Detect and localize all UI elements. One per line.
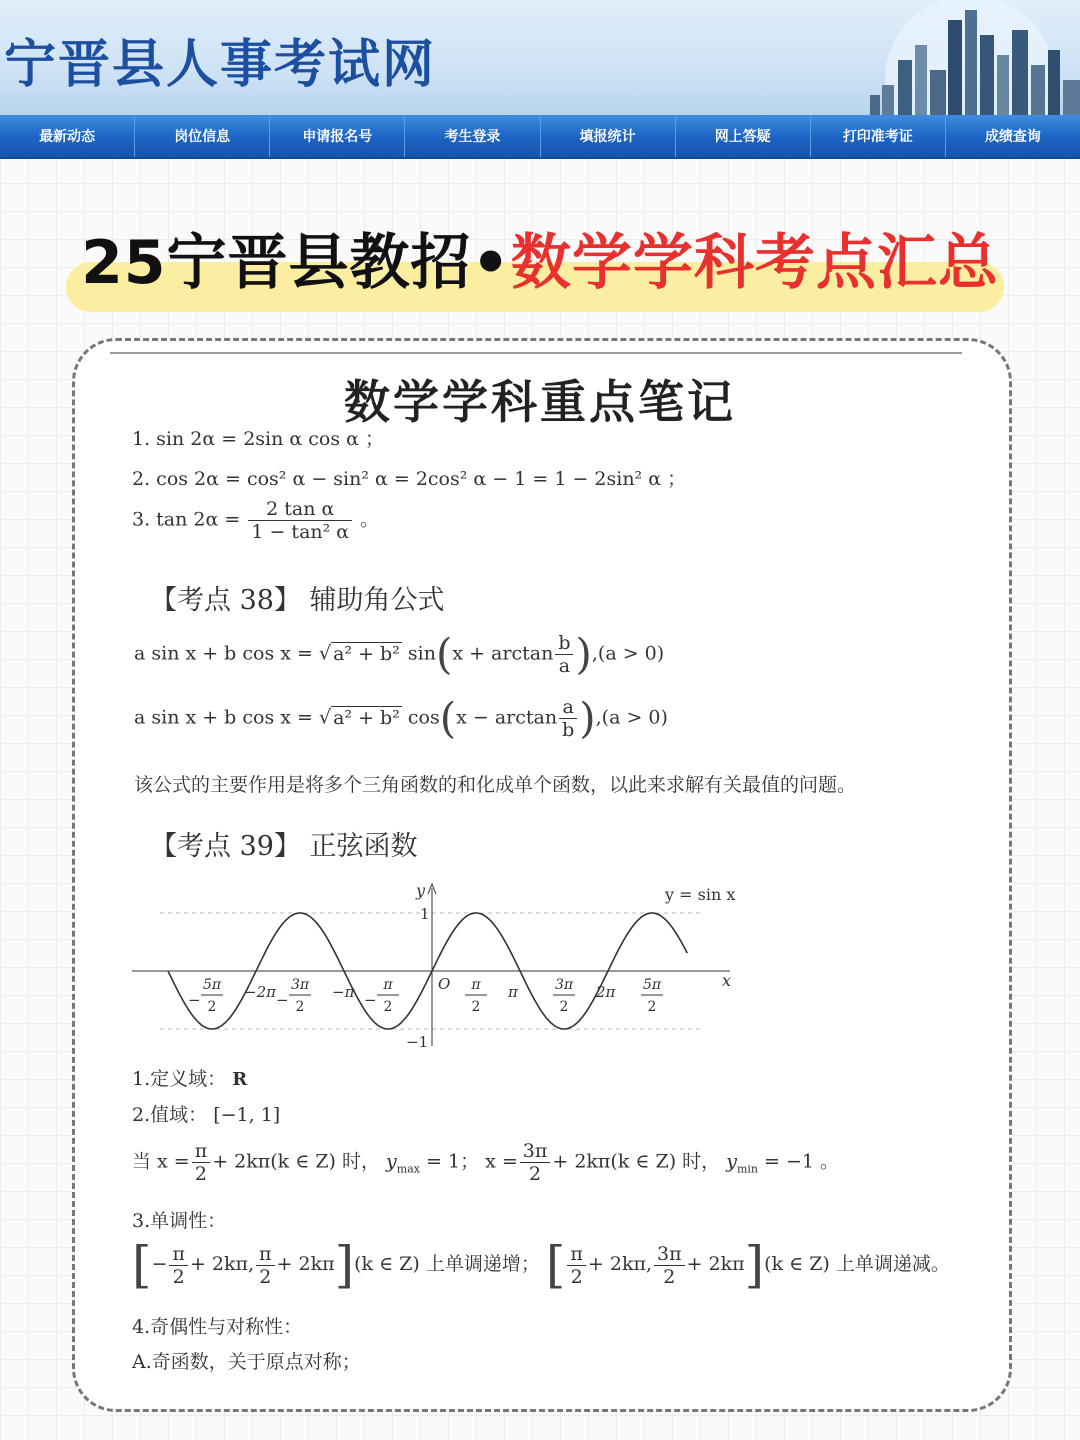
increasing-text: (k ∈ Z) 上单调递增； bbox=[354, 1253, 540, 1275]
tick-neg-one: −1 bbox=[406, 1033, 429, 1051]
domain-label: 1.定义域： bbox=[132, 1068, 227, 1090]
fraction-denominator: b bbox=[562, 719, 575, 741]
formula-text: tan 2α = bbox=[156, 508, 241, 531]
tick-label: −2π bbox=[244, 983, 276, 1001]
formula-number: 3. bbox=[132, 508, 157, 531]
fraction-denominator: 2 bbox=[259, 1265, 272, 1288]
sine-graph bbox=[120, 876, 760, 1056]
tick-denominator: 2 bbox=[383, 999, 393, 1015]
formula-text: = 1； x = bbox=[426, 1150, 518, 1173]
fraction-denominator: 2 bbox=[172, 1265, 185, 1288]
tick-numerator: π bbox=[383, 977, 393, 993]
fraction bbox=[555, 632, 573, 677]
city-skyline-image bbox=[820, 0, 1080, 115]
fraction-numerator: b bbox=[555, 632, 573, 655]
range-line bbox=[132, 1100, 280, 1127]
range-label: 2.值域： bbox=[132, 1104, 208, 1126]
nav-latest-news[interactable]: 最新动态 bbox=[0, 115, 135, 157]
fraction-denominator: a bbox=[558, 655, 571, 677]
tick-label: 2π bbox=[596, 983, 616, 1001]
sqrt-content: a² + b² bbox=[333, 706, 400, 729]
fraction-numerator: a bbox=[559, 696, 577, 719]
formula-text: a sin x + b cos x = bbox=[134, 642, 313, 665]
tick-numerator: 5π bbox=[202, 977, 222, 993]
site-title[interactable]: 宁晋县人事考试网 bbox=[4, 35, 437, 95]
ymax-symbol: y bbox=[386, 1150, 397, 1173]
banner-highlight-text: 数学学科考点汇总 bbox=[510, 228, 999, 298]
x-axis-label: x bbox=[722, 971, 732, 990]
parity-a: A.奇函数，关于原点对称； bbox=[132, 1351, 361, 1373]
formula-text: a sin x + b cos x = bbox=[134, 706, 313, 729]
nav-score-query[interactable]: 成绩查询 bbox=[984, 129, 1041, 145]
formula-text: = −1 。 bbox=[764, 1150, 840, 1173]
close-bracket: ] bbox=[744, 1236, 765, 1294]
tick-denominator: 2 bbox=[295, 999, 305, 1015]
tick-numerator: 3π bbox=[554, 977, 574, 993]
close-paren: ) bbox=[575, 629, 592, 679]
monotonic-line bbox=[132, 1236, 950, 1294]
open-bracket: [ bbox=[545, 1236, 566, 1294]
tick-denominator: 2 bbox=[207, 999, 217, 1015]
tick-label: π bbox=[508, 983, 518, 1001]
fraction-numerator: π bbox=[192, 1140, 211, 1163]
fraction-denominator: 1 − tan² α bbox=[251, 521, 350, 543]
close-paren: ) bbox=[579, 693, 596, 743]
notes-title: 数学学科重点笔记 bbox=[344, 375, 736, 429]
domain-value: R bbox=[232, 1069, 248, 1090]
fraction bbox=[256, 1243, 275, 1288]
minus-sign: − bbox=[151, 1253, 168, 1275]
formula-text: cos 2α = cos² α − sin² α = 2cos² α − 1 = 1 − 2sin² α ； bbox=[156, 468, 687, 490]
aux-formula-1: a sin x + b cos x = √ a² + b² sin(x + arctan $\frac{b}{a}$ ),(a > 0) bbox=[134, 629, 665, 679]
sqrt-content: a² + b² bbox=[333, 642, 400, 665]
nav-candidate-login[interactable]: 考生登录 bbox=[405, 115, 540, 157]
fraction bbox=[559, 696, 577, 741]
fraction-numerator: π bbox=[256, 1243, 275, 1266]
fraction bbox=[192, 1140, 211, 1185]
fraction-numerator: 2 tan α bbox=[248, 498, 352, 521]
tick-numerator: π bbox=[471, 977, 481, 993]
open-bracket: [ bbox=[132, 1236, 152, 1294]
formula-text: x + arctan bbox=[452, 642, 554, 665]
fraction bbox=[169, 1243, 188, 1288]
y-axis-label: y bbox=[416, 881, 426, 900]
open-paren: ( bbox=[435, 629, 453, 679]
fraction-denominator: 2 bbox=[529, 1163, 542, 1185]
formula-condition: ,(a > 0) bbox=[591, 642, 665, 665]
nav-position-info[interactable]: 岗位信息 bbox=[135, 115, 270, 157]
aux-description: 该公式的主要作用是将多个三角函数的和化成单个函数，以此来求解有关最值的问题。 bbox=[134, 774, 857, 796]
formula-text: + 2kπ(k ∈ Z) 时， bbox=[212, 1150, 380, 1173]
extreme-line bbox=[132, 1140, 839, 1185]
formula-number: 2. bbox=[132, 468, 157, 490]
range-value: [−1, 1] bbox=[213, 1104, 281, 1126]
tick-denominator: 2 bbox=[647, 999, 657, 1015]
formula-3 bbox=[132, 498, 379, 543]
nav-online-qa[interactable]: 网上答疑 bbox=[676, 115, 811, 157]
fraction-numerator: 3π bbox=[654, 1243, 685, 1266]
banner-heading bbox=[0, 215, 1080, 301]
banner-prefix: 25宁晋县教招• bbox=[81, 228, 511, 298]
formula-text: + 2kπ(k ∈ Z) 时， bbox=[552, 1150, 721, 1173]
section-heading-39: 【考点 39】 正弦函数 bbox=[150, 831, 418, 862]
nav-statistics[interactable]: 填报统计 bbox=[541, 115, 676, 157]
function-name: cos bbox=[407, 706, 440, 729]
tick-minus: − bbox=[364, 991, 377, 1009]
fraction-denominator: 2 bbox=[663, 1265, 676, 1288]
aux-formula-2: a sin x + b cos x = √ a² + b² cos(x − arctan $\frac{a}{b}$ ),(a > 0) bbox=[134, 693, 668, 743]
tick-numerator: 3π bbox=[290, 977, 310, 993]
close-bracket: ] bbox=[334, 1236, 355, 1294]
fraction-numerator: 3π bbox=[520, 1140, 551, 1163]
tick-one: 1 bbox=[420, 905, 430, 923]
fraction-numerator: π bbox=[567, 1243, 586, 1266]
tick-minus: − bbox=[188, 991, 201, 1009]
nav-print-admission[interactable]: 打印准考证 bbox=[811, 115, 946, 157]
formula-text: 当 x = bbox=[132, 1150, 190, 1173]
formula-number: 1. bbox=[132, 428, 157, 450]
monotonic-label: 3.单调性： bbox=[132, 1210, 227, 1232]
formula-text: + 2kπ, bbox=[587, 1253, 652, 1275]
fraction-denominator: 2 bbox=[570, 1265, 583, 1288]
fraction-numerator: π bbox=[169, 1243, 188, 1266]
fraction bbox=[520, 1140, 551, 1185]
formula-end: 。 bbox=[360, 508, 380, 531]
domain-line bbox=[132, 1064, 247, 1091]
fraction bbox=[567, 1243, 586, 1288]
origin-label: O bbox=[438, 975, 451, 993]
tick-label: −π bbox=[332, 983, 355, 1001]
ymax-subscript: max bbox=[396, 1162, 420, 1176]
tick-minus: − bbox=[276, 991, 289, 1009]
formula-2 bbox=[132, 464, 686, 491]
formula-condition: ,(a > 0) bbox=[595, 706, 668, 729]
formula-1 bbox=[132, 424, 384, 451]
open-paren: ( bbox=[439, 693, 457, 743]
fraction-denominator: 2 bbox=[194, 1163, 208, 1185]
nav-apply-number[interactable]: 申请报名号 bbox=[270, 115, 405, 157]
formula-text: sin 2α = 2sin α cos α ； bbox=[156, 428, 384, 450]
tick-denominator: 2 bbox=[471, 999, 481, 1015]
parity-label: 4.奇偶性与对称性： bbox=[132, 1316, 303, 1338]
divider bbox=[110, 352, 962, 354]
main-nav bbox=[0, 115, 1080, 159]
section-heading-38: 【考点 38】 辅助角公式 bbox=[150, 585, 445, 616]
curve-label: y = sin x bbox=[665, 885, 736, 904]
ymin-subscript: min bbox=[736, 1162, 758, 1176]
formula-text: + 2kπ, bbox=[189, 1253, 255, 1275]
formula-text: + 2kπ bbox=[276, 1253, 335, 1275]
tick-denominator: 2 bbox=[559, 999, 569, 1015]
sine-graph-content bbox=[132, 881, 735, 1051]
ymin-symbol: y bbox=[726, 1150, 737, 1173]
function-name: sin bbox=[407, 642, 436, 665]
fraction bbox=[248, 498, 352, 543]
site-header bbox=[0, 0, 1080, 115]
fraction bbox=[654, 1243, 685, 1288]
formula-text: + 2kπ bbox=[686, 1253, 745, 1275]
tick-numerator: 5π bbox=[642, 977, 662, 993]
formula-text: x − arctan bbox=[456, 706, 558, 729]
decreasing-text: (k ∈ Z) 上单调递减。 bbox=[764, 1253, 950, 1275]
